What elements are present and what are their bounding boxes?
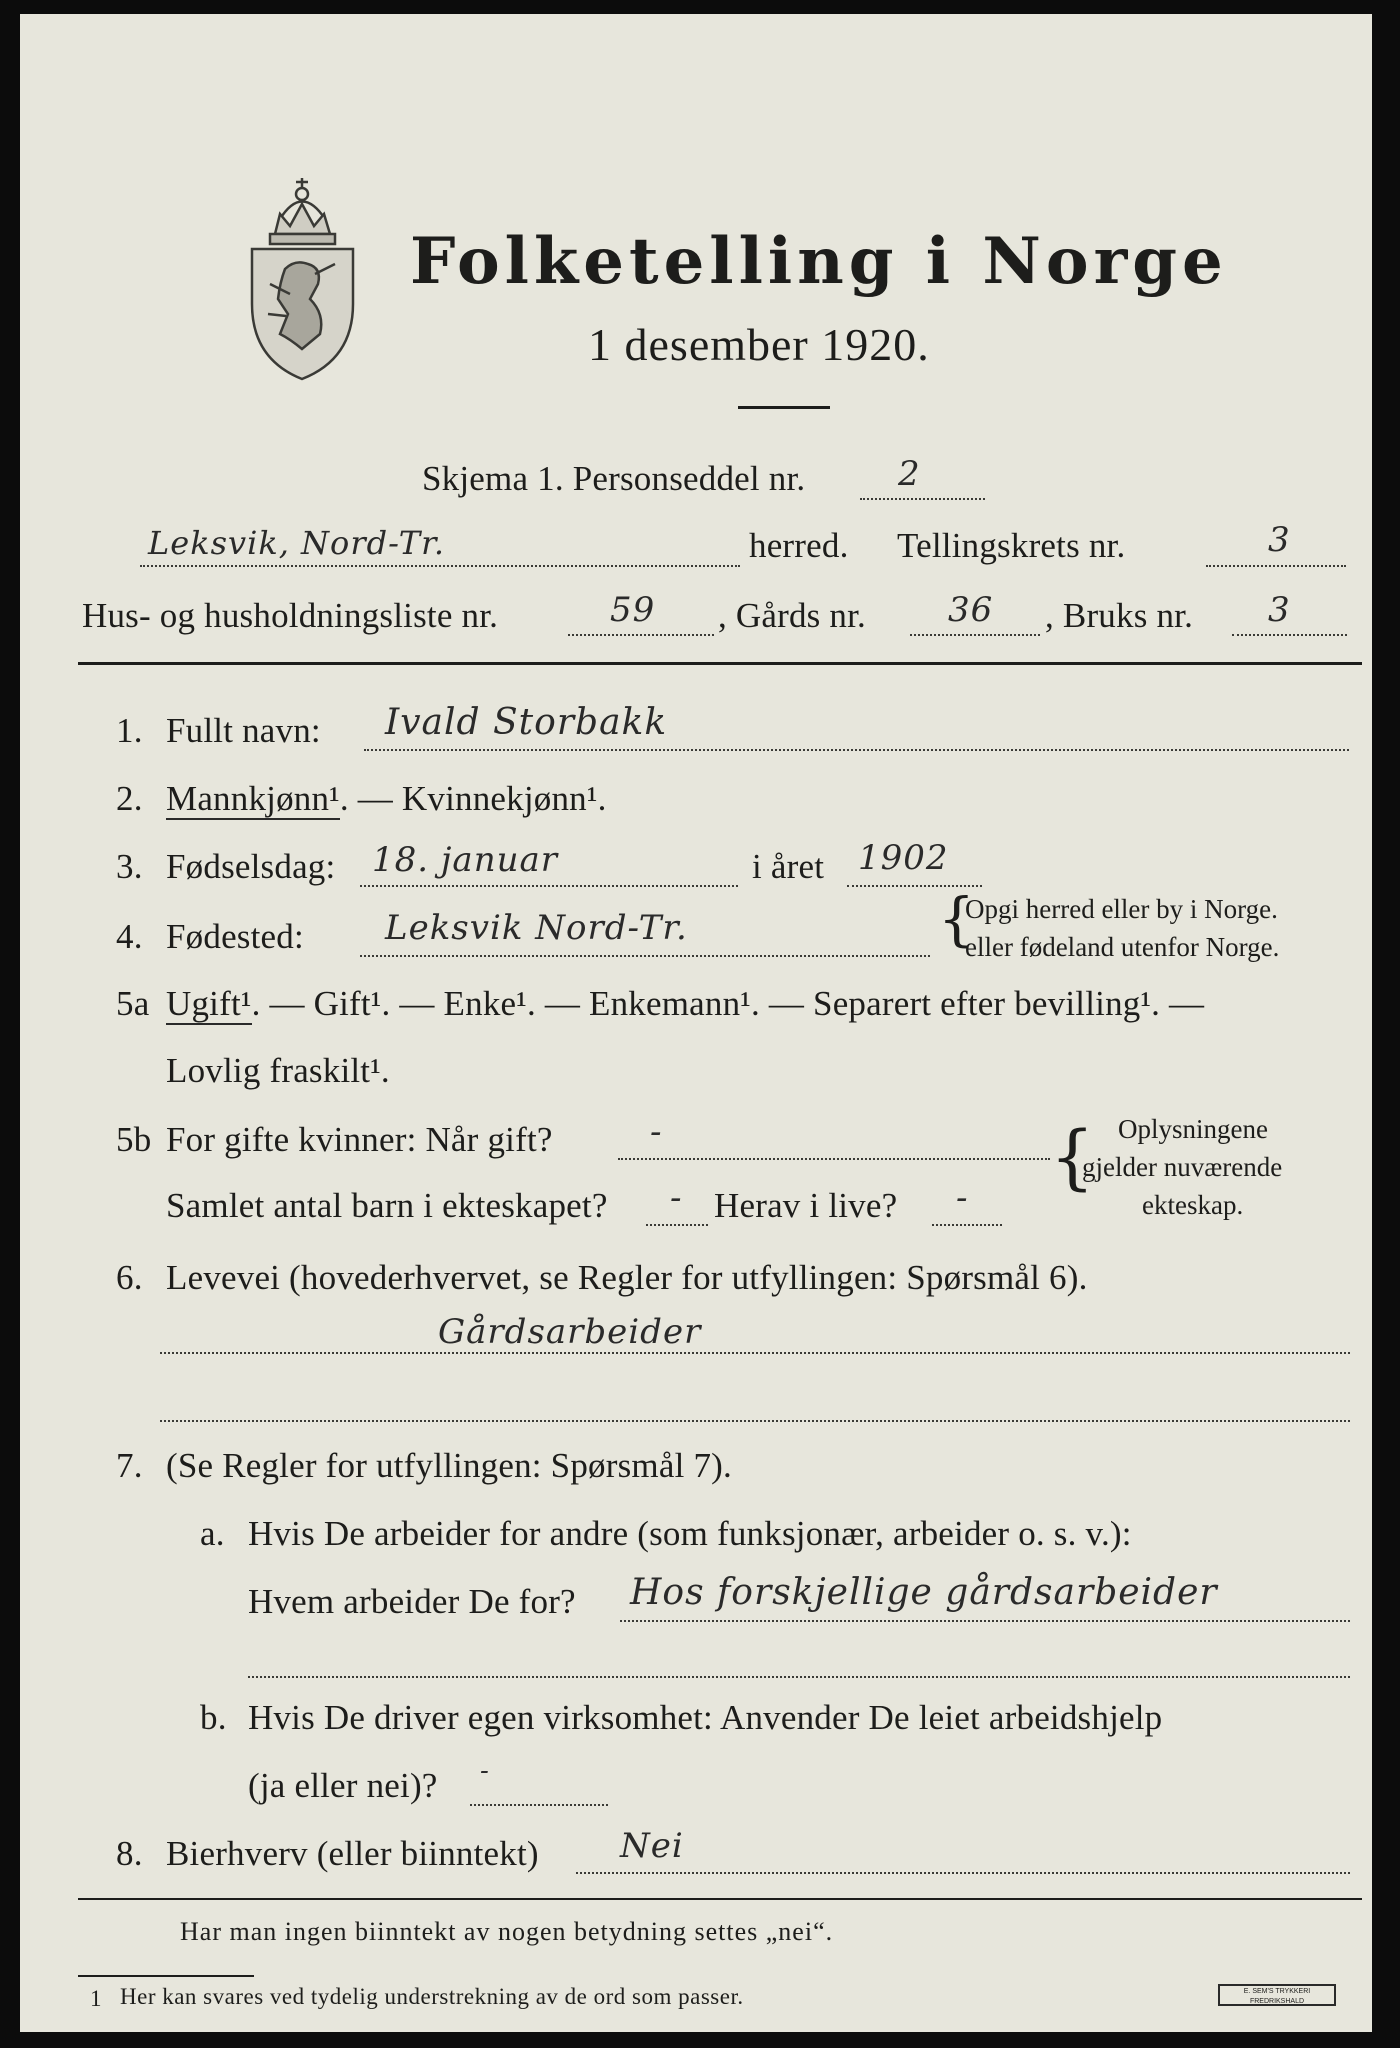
q7a-line (620, 1620, 1350, 1622)
q5b-note-line3: ekteskap. (1142, 1190, 1244, 1220)
q3-value: 18. januar (372, 840, 559, 880)
q5a-line2: Lovlig fraskilt¹. (166, 1051, 390, 1090)
q7a-line2: Hvem arbeider De for? (248, 1582, 576, 1621)
q4-label: Fødested: (166, 917, 304, 956)
q3-label: Fødselsdag: (166, 847, 336, 886)
q5b-note-line2: gjelder nuværende (1082, 1152, 1283, 1182)
q7a-line1: Hvis De arbeider for andre (som funksjonær, arbeider o. s. v.): (248, 1514, 1132, 1553)
gards-line (910, 634, 1040, 636)
form-title: Folketelling i Norge (410, 224, 1228, 299)
q5b-value3: - (956, 1178, 969, 1218)
q5a-options (166, 984, 1204, 1024)
q7b-line (470, 1804, 608, 1806)
nei-instruction: Har man ingen biinntekt av nogen betydning settes „nei“. (180, 1917, 834, 1946)
footnote-mark: 1 (90, 1986, 102, 2011)
husliste-label: Hus- og husholdningsliste nr. (82, 596, 499, 635)
q5b-value2: - (670, 1178, 683, 1218)
q5a-number: 5a (116, 984, 150, 1023)
q8-value: Nei (620, 1826, 684, 1866)
herred-line (140, 565, 740, 567)
coat-of-arms-icon (240, 164, 365, 384)
schema-number-value: 2 (898, 454, 921, 494)
q6-label: Levevei (hovederhvervet, se Regler for utfyllingen: Spørsmål 6). (166, 1258, 1088, 1297)
header-rule (78, 662, 1362, 665)
q4-note-line1: Opgi herred eller by i Norge. (965, 894, 1278, 924)
q2-number: 2. (116, 779, 143, 818)
q5b-label2: Samlet antal barn i ekteskapet? (166, 1186, 608, 1225)
q2-rest: . — Kvinnekjønn¹. (339, 779, 607, 818)
bruks-value: 3 (1268, 590, 1291, 630)
q3-line (360, 885, 738, 887)
footnote-text: Her kan svares ved tydelig understrekning av de ord som passer. (120, 1984, 744, 2009)
q5b-line2 (646, 1224, 708, 1226)
herred-value: Leksvik, Nord-Tr. (148, 524, 446, 562)
q7a-letter: a. (200, 1514, 225, 1553)
title-divider (738, 406, 830, 409)
schema-number-line (860, 498, 985, 500)
bruks-label: , Bruks nr. (1045, 596, 1194, 635)
tellingskrets-value: 3 (1268, 520, 1291, 560)
q1-line (364, 749, 1349, 751)
q6-value: Gårdsarbeider (438, 1312, 702, 1352)
q1-value: Ivald Storbakk (385, 702, 668, 743)
q2-male-option: Mannkjønn¹ (166, 779, 340, 818)
schema-label: Skjema 1. Personseddel nr. (422, 459, 806, 498)
q8-number: 8. (116, 1834, 143, 1873)
q1-label: Fullt navn: (166, 711, 321, 750)
q6-number: 6. (116, 1258, 143, 1297)
q7b-letter: b. (200, 1698, 227, 1737)
q5b-note-line1: Oplysningene (1118, 1114, 1268, 1144)
census-form (20, 14, 1372, 2032)
q2-options (166, 779, 607, 819)
husliste-value: 59 (610, 590, 656, 630)
q4-note-line2: eller fødeland utenfor Norge. (965, 932, 1280, 962)
q6-line2 (160, 1420, 1350, 1422)
bottom-rule (78, 1898, 1362, 1900)
census-date: 1 desember 1920. (588, 319, 930, 370)
q7b-value: - (480, 1756, 490, 1786)
husliste-line (568, 634, 714, 636)
tellingskrets-label: Tellingskrets nr. (897, 526, 1126, 565)
q5b-label3: Herav i live? (714, 1186, 898, 1225)
q8-label: Bierhverv (eller biinntekt) (166, 1834, 539, 1873)
q7-number: 7. (116, 1446, 143, 1485)
q5b-number: 5b (116, 1120, 152, 1159)
q7b-line2: (ja eller nei)? (248, 1766, 438, 1805)
q6-line1 (160, 1352, 1350, 1354)
q5b-label1: For gifte kvinner: Når gift? (166, 1120, 553, 1159)
q5b-brace: { (1050, 1116, 1095, 1198)
q4-line (360, 955, 930, 957)
q5a-rest: . — Gift¹. — Enke¹. — Enkemann¹. — Separert efter bevilling¹. — (251, 984, 1205, 1023)
q5b-line1 (618, 1158, 1050, 1160)
q4-number: 4. (116, 917, 143, 956)
footnote-rule (78, 1975, 254, 1977)
q7a-line-extra (248, 1676, 1350, 1678)
bruks-line (1232, 634, 1347, 636)
q7b-line1: Hvis De driver egen virksomhet: Anvender De leiet arbeidshjelp (248, 1698, 1163, 1737)
q5b-line3 (932, 1224, 1002, 1226)
q5b-value1: - (650, 1112, 663, 1152)
q3-number: 3. (116, 847, 143, 886)
gards-label: , Gårds nr. (718, 596, 867, 635)
q3-year-value: 1902 (858, 838, 949, 878)
q8-line (576, 1872, 1350, 1874)
herred-label: herred. (749, 526, 849, 565)
printer-stamp: E. SEM'S TRYKKERI FREDRIKSHALD (1218, 1984, 1336, 2006)
q7-label: (Se Regler for utfyllingen: Spørsmål 7). (166, 1446, 732, 1485)
q3-year-label: i året (752, 847, 825, 886)
q7a-value: Hos forskjellige gårdsarbeider (630, 1572, 1218, 1613)
q4-value: Leksvik Nord-Tr. (385, 908, 688, 948)
q1-number: 1. (116, 711, 143, 750)
q4-brace: { (938, 885, 975, 953)
tellingskrets-line (1206, 565, 1346, 567)
q5a-ugift-option: Ugift¹ (166, 984, 252, 1023)
gards-value: 36 (948, 590, 994, 630)
